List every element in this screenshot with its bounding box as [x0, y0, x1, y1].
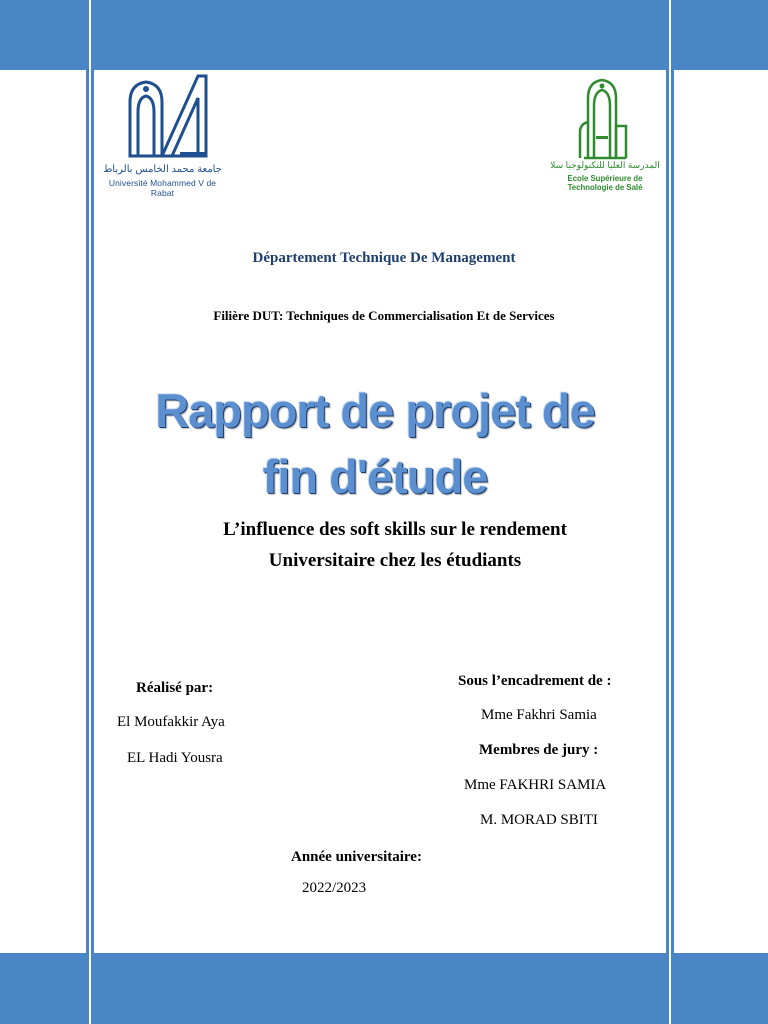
school-logo: [544, 76, 666, 192]
jury-member-1: Mme FAKHRI SAMIA: [464, 777, 607, 793]
academic-year-label: Année universitaire:: [291, 849, 422, 865]
university-name-french: Université Mohammed V de Rabat: [108, 178, 217, 198]
report-title: [150, 378, 600, 510]
report-subtitle-line-2: Universitaire chez les étudiants: [268, 550, 522, 571]
university-name-arabic: جامعة محمد الخامس بالرباط: [103, 164, 222, 175]
bottom-blue-band: [0, 953, 768, 1024]
report-subtitle: [150, 514, 640, 576]
top-blue-band: [0, 0, 768, 70]
jury-member-2: M. MORAD SBITI: [480, 812, 598, 828]
school-emblem-icon: [544, 76, 666, 160]
report-title-line-2: fin d'étude: [262, 450, 488, 503]
left-frame-line: [86, 0, 94, 1024]
report-subtitle-line-1: L’influence des soft skills sur le rendement: [223, 519, 567, 540]
author-name-2: EL Hadi Yousra: [127, 750, 223, 766]
university-logo: [100, 72, 225, 198]
school-name-french: Ecole Supérieure de Technologie de Salé: [567, 174, 643, 192]
authors-label: Réalisé par:: [136, 680, 214, 696]
right-frame-line: [666, 0, 674, 1024]
university-emblem-icon: [100, 72, 225, 164]
school-name-arabic: المدرسة العليا للتكنولوجيا سلا: [550, 160, 660, 170]
supervisor-name: Mme Fakhri Samia: [481, 707, 597, 723]
report-title-line-1: Rapport de projet de: [155, 384, 595, 437]
jury-label: Membres de jury :: [479, 742, 599, 758]
supervision-label: Sous l’encadrement de :: [458, 673, 612, 689]
author-name-1: El Moufakkir Aya: [117, 714, 225, 730]
department-heading: Département Technique De Management: [252, 250, 516, 266]
academic-year-value: 2022/2023: [302, 880, 367, 896]
filiere-heading: Filière DUT: Techniques de Commercialisation Et de Services: [213, 308, 555, 323]
